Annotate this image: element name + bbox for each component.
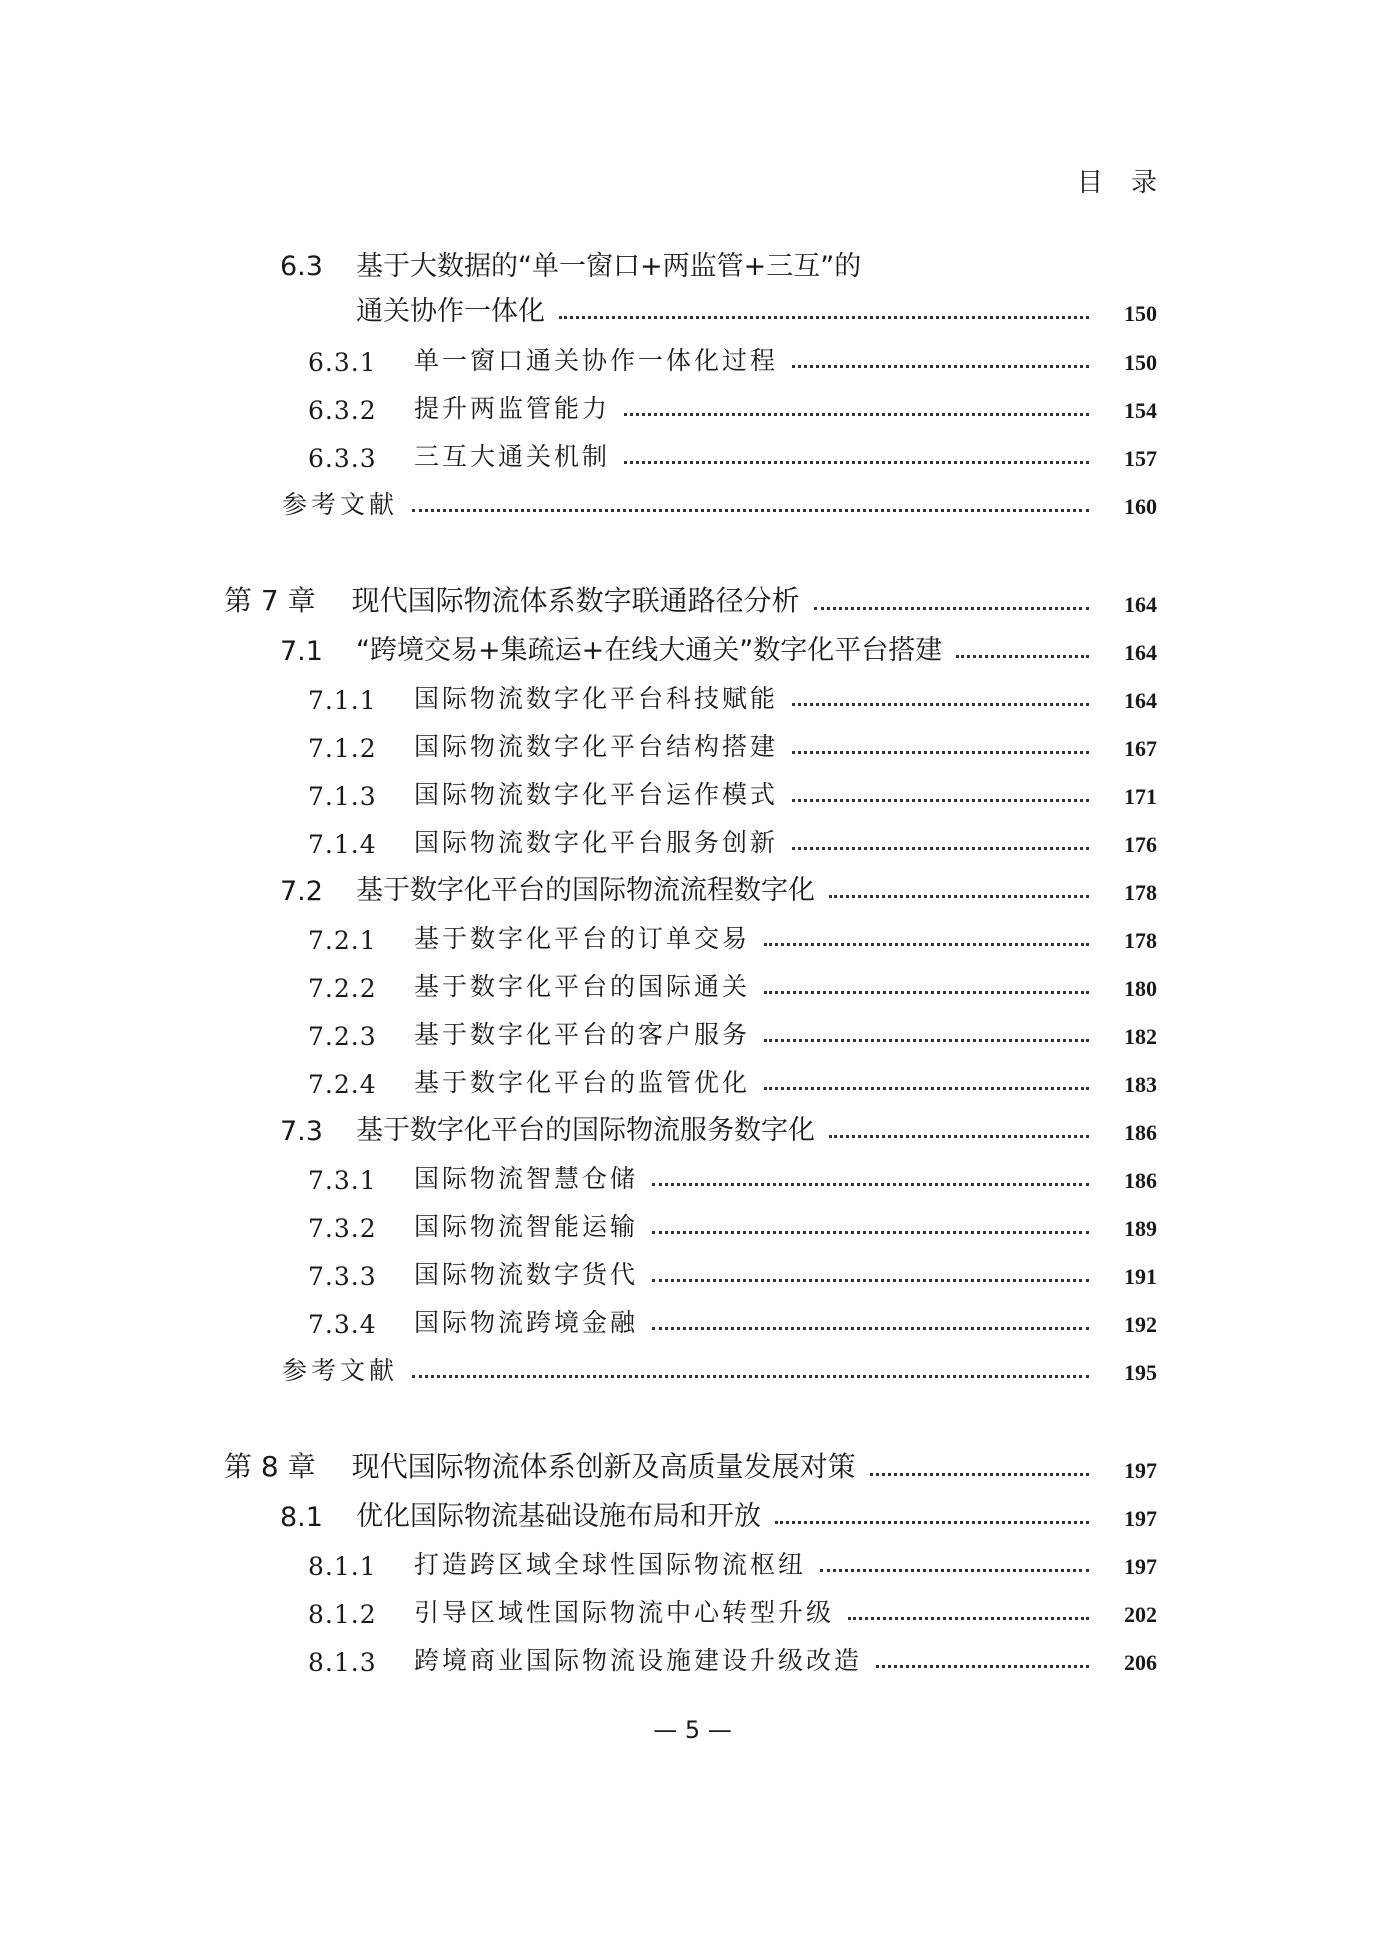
toc-entry-page: 164 [1124,640,1157,665]
toc-entry-title: 国际物流智能运输 [414,1212,639,1241]
dot-leader [624,461,1089,464]
toc-entry-8-1[interactable] [0,1489,1385,1533]
toc-entry-title: 基于大数据的“单一窗口+两监管+三互”的 [356,251,862,282]
toc-entry-title: 基于数字化平台的国际物流流程数字化 [356,875,815,906]
toc-entry-page: 150 [1124,350,1157,375]
toc-entry-title: 国际物流数字货代 [414,1260,639,1289]
toc-entry-7-3-1[interactable] [0,1151,1385,1195]
dot-leader [829,895,1089,898]
toc-entry-8-1-1[interactable] [0,1537,1385,1581]
toc-entry-references-7[interactable] [0,1343,1385,1387]
toc-entry-7-2-4[interactable] [0,1055,1385,1099]
dot-leader [412,509,1089,512]
toc-entry-7-1[interactable] [0,623,1385,667]
dot-leader [764,1087,1089,1090]
toc-entry-title: 国际物流数字化平台结构搭建 [414,732,779,761]
toc-entry-title: 三互大通关机制 [414,442,611,471]
dot-leader [820,1569,1089,1572]
toc-entry-page: 202 [1124,1602,1157,1627]
dot-leader [792,799,1089,802]
dot-leader [624,413,1089,416]
toc-entry-title: 引导区域性国际物流中心转型升级 [414,1598,835,1627]
toc-entry-title: 通关协作一体化 [356,296,545,327]
toc-entry-page: 178 [1124,880,1157,905]
toc-entry-7-3-4[interactable] [0,1295,1385,1339]
toc-entry-number: 7.2.3 [308,1022,377,1051]
toc-entry-number: 7.2.2 [308,974,377,1003]
toc-entry-7-1-2[interactable] [0,719,1385,763]
toc-entry-page: 176 [1124,832,1157,857]
toc-entry-page: 189 [1124,1216,1157,1241]
dot-leader [764,943,1089,946]
toc-entry-number: 7.3.3 [308,1262,377,1291]
toc-entry-title: 提升两监管能力 [414,394,611,423]
toc-entry-number: 7.1.4 [308,830,377,859]
dot-leader [956,655,1089,658]
toc-entry-title: 优化国际物流基础设施布局和开放 [356,1501,761,1532]
toc-entry-title: 现代国际物流体系数字联通路径分析 [351,584,800,617]
toc-entry-6-3-3[interactable] [0,429,1385,473]
toc-entry-page: 186 [1124,1168,1157,1193]
toc-entry-7-3[interactable] [0,1103,1385,1147]
toc-entry-number: 8.1.1 [308,1552,377,1581]
dot-leader [792,703,1089,706]
toc-entry-page: 154 [1124,398,1157,423]
page-number: — 5 — [653,1716,732,1744]
toc-entry-number: 7.2.1 [308,926,377,955]
toc-entry-title: 现代国际物流体系创新及高质量发展对策 [351,1450,856,1483]
toc-entry-page: 192 [1124,1312,1157,1337]
toc-entry-title: 参考文献 [282,1356,399,1385]
toc-entry-page: 186 [1124,1120,1157,1145]
toc-entry-title: 跨境商业国际物流设施建设升级改造 [414,1646,863,1675]
toc-entry-title: 基于数字化平台的国际物流服务数字化 [356,1115,815,1146]
toc-entry-page: 164 [1124,592,1157,617]
toc-entry-title: 单一窗口通关协作一体化过程 [414,346,779,375]
toc-entry-7-2-2[interactable] [0,959,1385,1003]
toc-entry-page: 160 [1124,494,1157,519]
toc-entry-page: 197 [1124,1554,1157,1579]
dot-leader [559,316,1089,319]
toc-entry-6-3-line1 [280,244,861,283]
toc-entry-number: 8.1.3 [308,1648,377,1677]
toc-entry-number: 第 8 章 [224,1450,316,1483]
toc-entry-number: 8.1.2 [308,1600,377,1629]
dot-leader [764,991,1089,994]
dot-leader [792,751,1089,754]
toc-entry-7-3-2[interactable] [0,1199,1385,1243]
dot-leader [870,1473,1089,1476]
toc-entry-page: 183 [1124,1072,1157,1097]
toc-entry-page: 167 [1124,736,1157,761]
toc-entry-title: 国际物流数字化平台运作模式 [414,780,779,809]
dot-leader [829,1135,1089,1138]
toc-entry-number: 7.2 [280,876,323,907]
dot-leader [792,847,1089,850]
toc-entry-page: 191 [1124,1264,1157,1289]
toc-entry-6-3[interactable] [0,284,1385,328]
running-header: 目录 [1076,168,1185,198]
toc-entry-chapter-7[interactable] [0,575,1385,619]
toc-entry-number: 6.3.3 [308,444,377,473]
toc-entry-7-2-1[interactable] [0,911,1385,955]
toc-entry-page: 180 [1124,976,1157,1001]
toc-entry-number: 7.1 [280,636,323,667]
toc-entry-number: 6.3.2 [308,396,377,425]
dot-leader [412,1375,1089,1378]
toc-entry-page: 206 [1124,1650,1157,1675]
toc-entry-number: 8.1 [280,1502,323,1533]
toc-entry-number: 7.3.1 [308,1166,377,1195]
toc-entry-page: 164 [1124,688,1157,713]
toc-entry-page: 150 [1124,301,1157,326]
toc-entry-title: 参考文献 [282,490,399,519]
toc-entry-title: 基于数字化平台的监管优化 [414,1068,751,1097]
toc-entry-number: 7.1.1 [308,686,377,715]
dot-leader [652,1327,1089,1330]
toc-entry-title: 国际物流跨境金融 [414,1308,639,1337]
toc-entry-title: “跨境交易+集疏运+在线大通关”数字化平台搭建 [356,635,943,666]
toc-entry-7-1-1[interactable] [0,671,1385,715]
dot-leader [652,1183,1089,1186]
toc-entry-page: 182 [1124,1024,1157,1049]
toc-entry-number: 7.3.4 [308,1310,377,1339]
toc-entry-number: 7.3.2 [308,1214,377,1243]
toc-entry-title: 打造跨区域全球性国际物流枢纽 [414,1550,807,1579]
toc-entry-7-3-3[interactable] [0,1247,1385,1291]
dot-leader [652,1231,1089,1234]
toc-entry-8-1-3[interactable] [0,1633,1385,1677]
toc-entry-number: 7.1.2 [308,734,377,763]
toc-entry-7-2-3[interactable] [0,1007,1385,1051]
toc-entry-page: 197 [1124,1506,1157,1531]
toc-entry-page: 195 [1124,1360,1157,1385]
toc-entry-7-1-3[interactable] [0,767,1385,811]
toc-entry-7-1-4[interactable] [0,815,1385,859]
toc-entry-8-1-2[interactable] [0,1585,1385,1629]
toc-entry-title: 基于数字化平台的客户服务 [414,1020,751,1049]
dot-leader [848,1617,1089,1620]
toc-entry-references-6[interactable] [0,477,1385,521]
toc-entry-chapter-8[interactable] [0,1441,1385,1485]
toc-entry-title: 国际物流数字化平台科技赋能 [414,684,779,713]
toc-entry-number: 7.2.4 [308,1070,377,1099]
toc-entry-6-3-1[interactable] [0,333,1385,377]
toc-entry-7-2[interactable] [0,863,1385,907]
dot-leader [775,1521,1089,1524]
dot-leader [876,1665,1089,1668]
toc-entry-6-3-2[interactable] [0,381,1385,425]
toc-entry-title: 基于数字化平台的订单交易 [414,924,751,953]
toc-entry-page: 197 [1124,1458,1157,1483]
toc-entry-number: 7.3 [280,1116,323,1147]
toc-entry-number: 6.3 [280,251,323,282]
dot-leader [792,365,1089,368]
toc-entry-title: 国际物流智慧仓储 [414,1164,639,1193]
dot-leader [764,1039,1089,1042]
dot-leader [814,607,1089,610]
toc-entry-page: 178 [1124,928,1157,953]
toc-entry-page: 157 [1124,446,1157,471]
toc-entry-number: 6.3.1 [308,348,377,377]
toc-entry-number: 7.1.3 [308,782,377,811]
toc-entry-title: 国际物流数字化平台服务创新 [414,828,779,857]
toc-entry-number: 第 7 章 [224,584,316,617]
dot-leader [652,1279,1089,1282]
toc-entry-title: 基于数字化平台的国际通关 [414,972,751,1001]
toc-entry-page: 171 [1124,784,1157,809]
